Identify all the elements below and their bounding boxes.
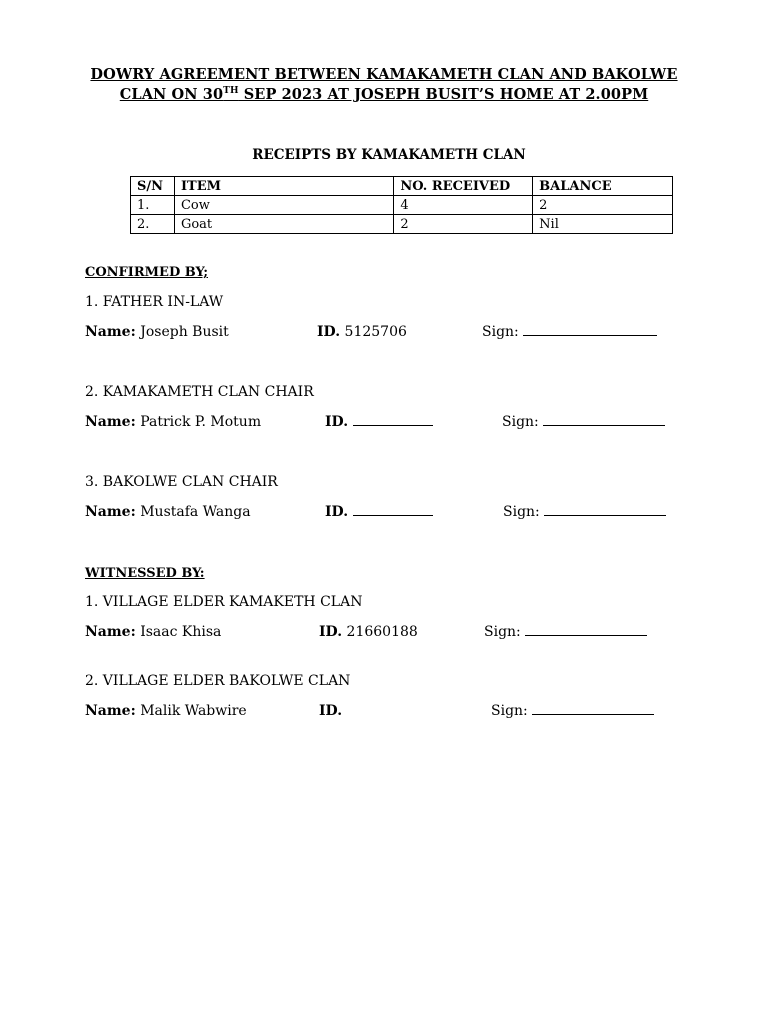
confirmed-by-heading: CONFIRMED BY; — [85, 265, 208, 280]
witness-name-row-1 — [85, 624, 221, 640]
table-row — [131, 196, 673, 215]
name-value: Patrick P. Motum — [140, 414, 262, 430]
witness-sign-row-2 — [491, 703, 654, 719]
confirmed-name-row-2 — [85, 414, 261, 430]
document-title-line-2 — [60, 86, 708, 103]
name-value: Mustafa Wanga — [140, 504, 251, 520]
signature-line[interactable] — [532, 704, 654, 715]
id-label: ID. — [319, 703, 343, 719]
witness-role-2: 2. VILLAGE ELDER BAKOLWE CLAN — [85, 673, 351, 689]
cell-item: Cow — [174, 196, 393, 215]
id-value: 21660188 — [346, 624, 418, 640]
id-label: ID. — [317, 324, 341, 340]
column-header-sn: S/N — [131, 177, 175, 196]
confirmed-role-1: 1. FATHER IN-LAW — [85, 294, 224, 310]
column-header-received: NO. RECEIVED — [394, 177, 533, 196]
confirmed-role-2: 2. KAMAKAMETH CLAN CHAIR — [85, 384, 314, 400]
confirmed-sign-row-1 — [482, 324, 657, 340]
confirmed-sign-row-2 — [502, 414, 665, 430]
sign-label: Sign: — [482, 324, 519, 340]
cell-received: 2 — [394, 215, 533, 234]
cell-item: Goat — [174, 215, 393, 234]
sign-label: Sign: — [502, 414, 539, 430]
receipts-heading: RECEIPTS BY KAMAKAMETH CLAN — [252, 147, 526, 163]
signature-line[interactable] — [523, 325, 657, 336]
confirmed-role-3: 3. BAKOLWE CLAN CHAIR — [85, 474, 278, 490]
cell-received: 4 — [394, 196, 533, 215]
witness-sign-row-1 — [484, 624, 647, 640]
title-line-2-prefix: CLAN ON 30 — [119, 86, 224, 103]
witness-id-row-1 — [319, 624, 418, 640]
confirmed-id-row-3 — [325, 504, 433, 520]
name-label: Name: — [85, 624, 136, 640]
witness-role-1: 1. VILLAGE ELDER KAMAKETH CLAN — [85, 594, 363, 610]
title-date-superscript: TH — [223, 86, 239, 97]
id-label: ID. — [325, 414, 349, 430]
name-label: Name: — [85, 703, 136, 719]
sign-label: Sign: — [491, 703, 528, 719]
sign-label: Sign: — [484, 624, 521, 640]
id-value: 5125706 — [344, 324, 407, 340]
column-header-balance: BALANCE — [533, 177, 673, 196]
table-row — [131, 215, 673, 234]
name-label: Name: — [85, 504, 136, 520]
column-header-item: ITEM — [174, 177, 393, 196]
signature-line[interactable] — [544, 505, 666, 516]
cell-balance: Nil — [533, 215, 673, 234]
id-blank-line[interactable] — [353, 415, 433, 426]
table-header-row — [131, 177, 673, 196]
sign-label: Sign: — [503, 504, 540, 520]
id-label: ID. — [319, 624, 343, 640]
cell-sn: 2. — [131, 215, 175, 234]
name-label: Name: — [85, 414, 136, 430]
title-line-2-suffix: SEP 2023 AT JOSEPH BUSIT’S HOME AT 2.00PM — [238, 86, 649, 103]
cell-balance: 2 — [533, 196, 673, 215]
confirmed-id-row-1 — [317, 324, 407, 340]
name-value: Isaac Khisa — [140, 624, 222, 640]
name-value: Joseph Busit — [140, 324, 229, 340]
confirmed-name-row-3 — [85, 504, 251, 520]
confirmed-sign-row-3 — [503, 504, 666, 520]
witness-id-row-2 — [319, 703, 342, 719]
witnessed-by-heading: WITNESSED BY: — [85, 566, 205, 581]
witness-name-row-2 — [85, 703, 247, 719]
cell-sn: 1. — [131, 196, 175, 215]
receipts-table — [130, 176, 673, 234]
name-label: Name: — [85, 324, 136, 340]
signature-line[interactable] — [543, 415, 665, 426]
id-blank-line[interactable] — [353, 505, 433, 516]
confirmed-name-row-1 — [85, 324, 229, 340]
id-label: ID. — [325, 504, 349, 520]
name-value: Malik Wabwire — [140, 703, 247, 719]
document-title-line-1: DOWRY AGREEMENT BETWEEN KAMAKAMETH CLAN AND BAKOLWE — [90, 66, 678, 83]
signature-line[interactable] — [525, 625, 647, 636]
confirmed-id-row-2 — [325, 414, 433, 430]
